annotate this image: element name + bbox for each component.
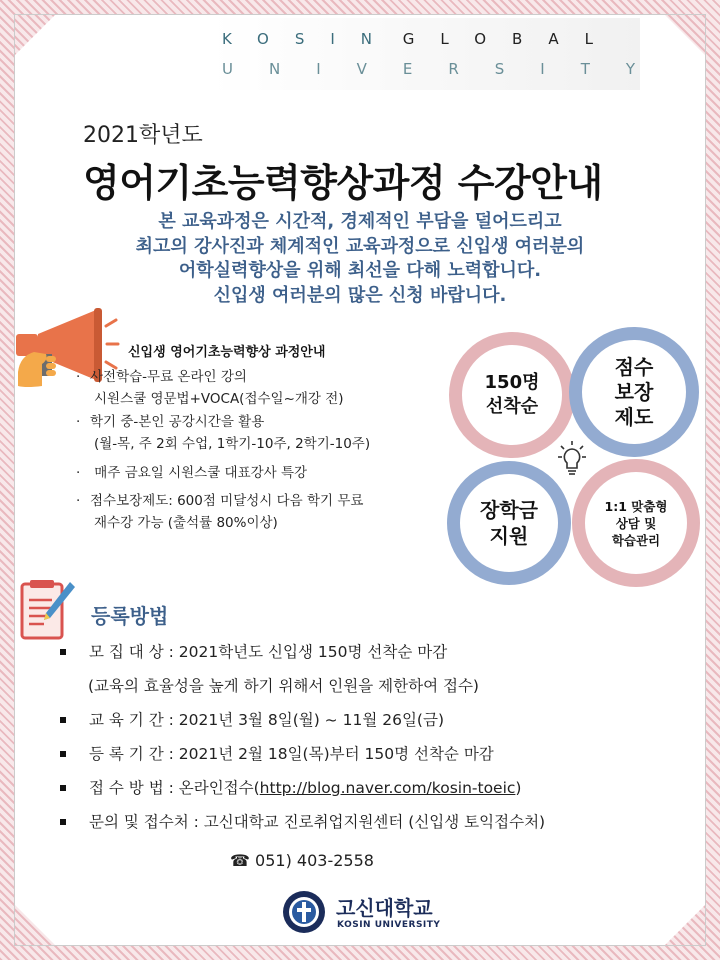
intro-line: 신입생 여러분의 많은 신청 바랍니다.: [213, 284, 507, 306]
list-item: · 점수보장제도: 600점 미달성시 다음 학기 무료: [76, 493, 364, 510]
university-logo: [282, 890, 462, 936]
brand-banner: [210, 18, 672, 90]
intro-line: 본 교육과정은 시간적, 경제적인 부담을 덜어드리고: [158, 211, 562, 232]
page-title: 영어기초능력향상과정 수강안내: [83, 161, 603, 205]
feature-counseling: 1:1 맞춤형 상담 및 학습관리: [572, 459, 700, 587]
list-item: 접 수 방 법 : 온라인접수(http://blog.naver.com/kosin-toeic): [58, 776, 688, 810]
intro-text: [60, 210, 660, 308]
brand-line-2: UNIVERSITY: [222, 60, 672, 78]
corner-pattern: [15, 15, 55, 55]
feature-scholarship: 장학금 지원: [447, 461, 571, 585]
list-item: (교육의 효율성을 높게 하기 위해서 인원을 제한하여 접수): [88, 677, 479, 695]
brand-global: GLOBAL: [402, 30, 619, 48]
list-item: 모 집 대 상 : 2021학년도 신입생 150명 선착순 마감: [58, 640, 688, 674]
brand-kosin: KOSIN: [222, 30, 398, 48]
academic-year: 2021학년도: [83, 123, 203, 148]
lightbulb-icon: [557, 440, 587, 480]
list-item: 문의 및 접수처 : 고신대학교 진로취업지원센터 (신입생 토익접수처): [58, 810, 688, 844]
course-heading: 신입생 영어기초능력향상 과정안내: [128, 345, 326, 360]
blog-link[interactable]: http://blog.naver.com/kosin-toeic: [259, 779, 516, 797]
registration-heading: 등록방법: [91, 604, 169, 628]
list-item: · 학기 중-본인 공강시간을 활용: [76, 413, 265, 430]
course-list: [76, 366, 456, 535]
registration-list: [58, 640, 688, 844]
intro-line: 최고의 강사진과 체계적인 교육과정으로 신입생 여러분의: [135, 235, 585, 257]
corner-pattern: [665, 15, 705, 55]
bullet-square: [60, 819, 66, 825]
list-item: (월-목, 주 2회 수업, 1학기-10주, 2학기-10주): [94, 436, 371, 453]
phone-number: ☎ 051) 403-2558: [230, 851, 374, 870]
list-item: 시원스쿨 영문법+VOCA(접수일~개강 전): [94, 391, 344, 408]
memo-pencil-icon: [20, 578, 76, 642]
list-item: 등 록 기 간 : 2021년 2월 18일(목)부터 150명 선착순 마감: [58, 742, 688, 776]
corner-pattern: [665, 905, 705, 945]
bullet-square: [60, 751, 66, 757]
bullet-square: [60, 785, 66, 791]
corner-pattern: [15, 905, 55, 945]
list-item: 교 육 기 간 : 2021년 3월 8일(월) ~ 11월 26일(금): [58, 708, 688, 742]
intro-line: 어학실력향상을 위해 최선을 다해 노력합니다.: [178, 260, 542, 281]
logo-english: KOSIN UNIVERSITY: [337, 920, 441, 930]
phone-icon: ☎: [230, 851, 250, 870]
bullet-square: [60, 649, 66, 655]
list-item: · 매주 금요일 시원스쿨 대표강사 특강: [76, 464, 308, 481]
emblem-icon: [282, 890, 326, 934]
list-item: · 사전학습-무료 온라인 강의: [76, 369, 247, 385]
feature-score-guarantee: 점수 보장 제도: [569, 327, 699, 457]
brand-line-1: [222, 30, 642, 48]
bullet-square: [60, 717, 66, 723]
list-item: 재수강 가능 (출석률 80%이상): [94, 515, 278, 532]
logo-korean: 고신대학교: [336, 896, 433, 920]
feature-first-come: 150명 선착순: [449, 332, 575, 458]
